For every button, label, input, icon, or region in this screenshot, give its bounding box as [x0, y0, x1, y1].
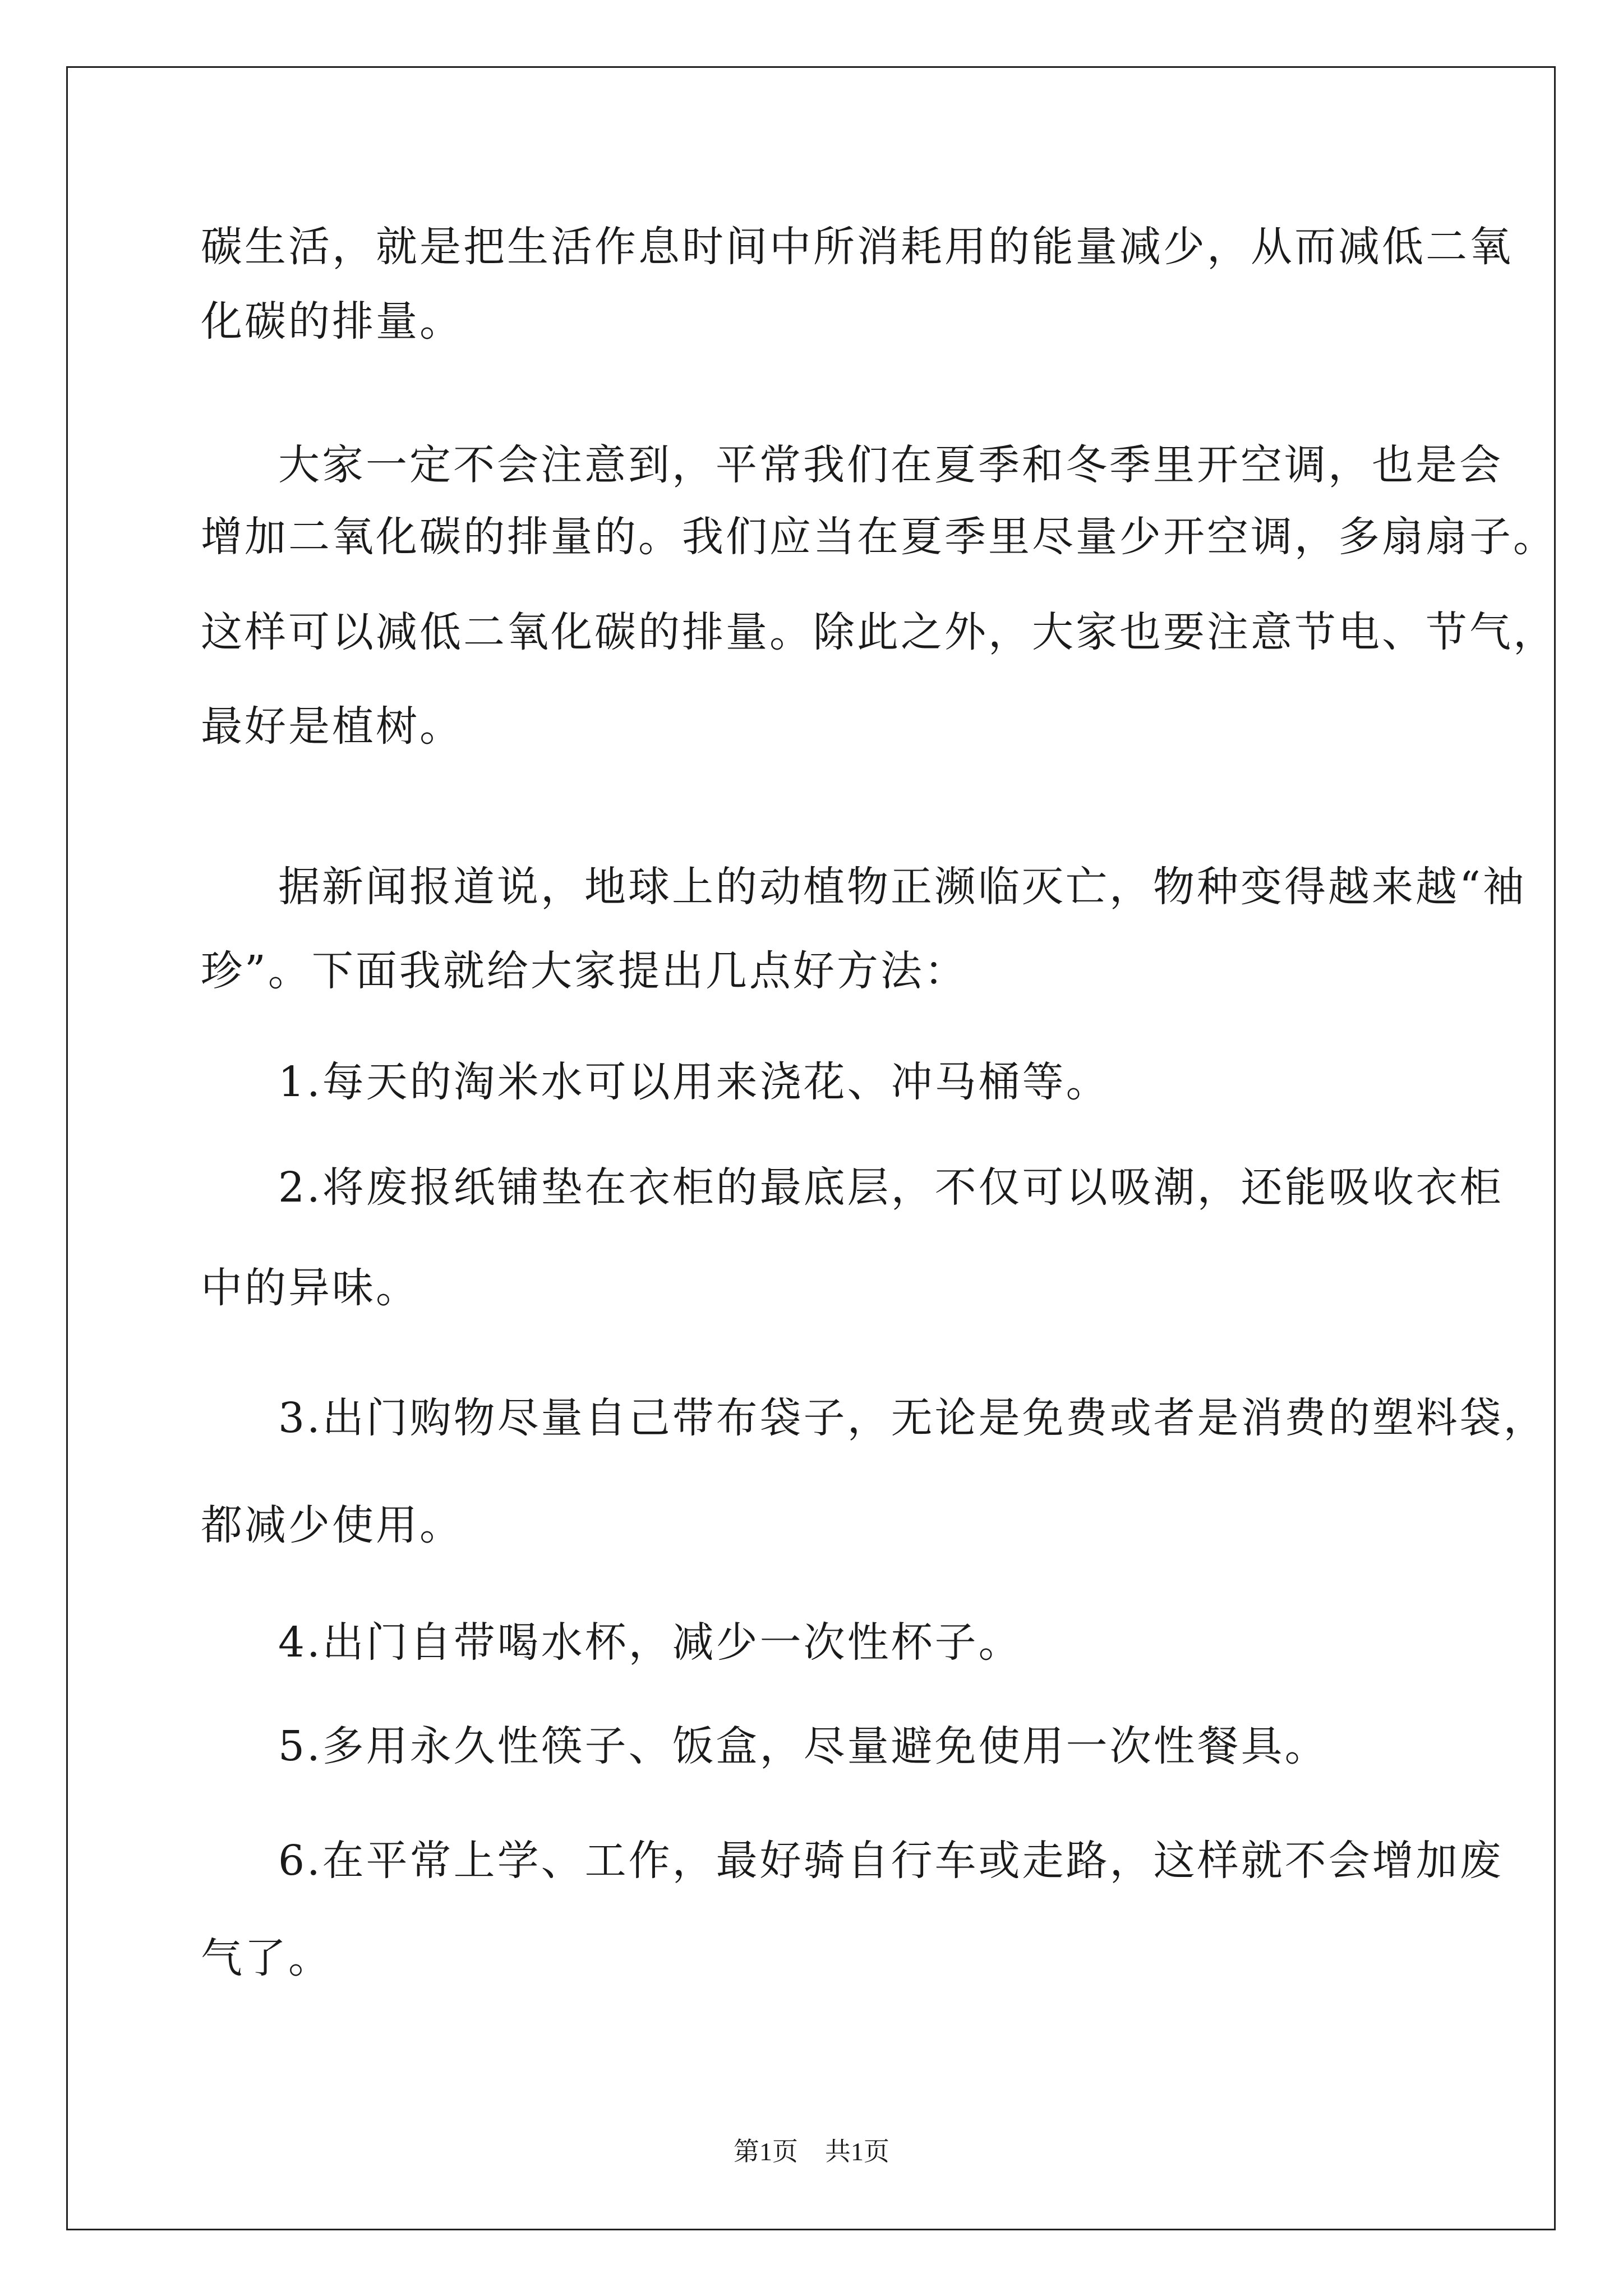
list-item: 4.出门自带喝水杯，减少一次性杯子。	[278, 1618, 1022, 1667]
list-item: 6.在平常上学、工作，最好骑自行车或走路，这样就不会增加废	[278, 1837, 1504, 1885]
text-line: 增加二氧化碳的排量的。我们应当在夏季里尽量少开空调，多扇扇子。	[201, 513, 1557, 561]
page-border	[66, 66, 1556, 2230]
list-item: 1.每天的淘米水可以用来浇花、冲马桶等。	[278, 1058, 1110, 1106]
text-line: 都减少使用。	[201, 1501, 463, 1549]
text-line: 这样可以减低二氧化碳的排量。除此之外，大家也要注意节电、节气，	[201, 608, 1557, 656]
text-line: 化碳的排量。	[201, 297, 463, 346]
text-line: 据新闻报道说，地球上的动植物正濒临灭亡，物种变得越来越“袖	[278, 863, 1527, 911]
list-item: 3.出门购物尽量自己带布袋子，无论是免费或者是消费的塑料袋，	[278, 1394, 1547, 1442]
text-line: 最好是植树。	[201, 702, 463, 751]
text-line: 珍”。下面我就给大家提出几点好方法：	[201, 947, 968, 995]
page-count: 共1页	[825, 2137, 889, 2166]
text-line: 大家一定不会注意到，平常我们在夏季和冬季里开空调，也是会	[278, 441, 1503, 489]
page-number: 第1页	[734, 2137, 798, 2166]
list-item: 2.将废报纸铺垫在衣柜的最底层，不仅可以吸潮，还能吸收衣柜	[278, 1163, 1504, 1212]
text-line: 中的异味。	[201, 1264, 419, 1312]
text-line: 碳生活，就是把生活作息时间中所消耗用的能量减少，从而减低二氧	[201, 223, 1513, 271]
text-line: 气了。	[201, 1934, 332, 1982]
page-footer	[0, 2135, 1623, 2169]
list-item: 5.多用永久性筷子、饭盒，尽量避免使用一次性餐具。	[278, 1722, 1329, 1770]
